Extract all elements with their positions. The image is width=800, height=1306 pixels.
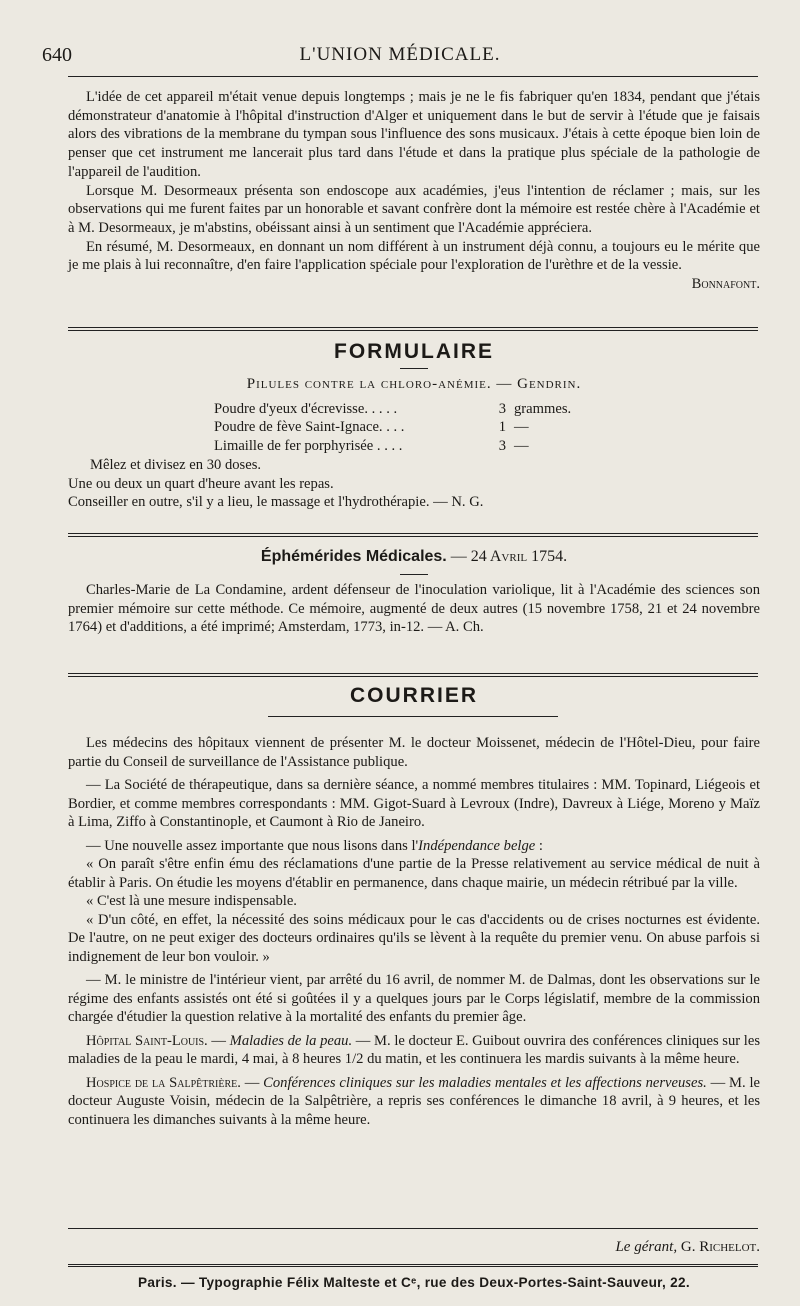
- intro-paragraph-3: [68, 238, 760, 293]
- formulaire-section: [68, 366, 760, 512]
- hospital-name: Hôpital Saint-Louis.: [86, 1032, 208, 1049]
- ingredient-qty: 3: [498, 400, 506, 417]
- journal-page: [40, 0, 760, 1306]
- courrier-paragraph-3: [68, 837, 760, 856]
- gerant-rule: [68, 1228, 758, 1229]
- page-header: [40, 44, 760, 74]
- header-rule: [68, 76, 758, 77]
- ingredient-row: [214, 400, 760, 419]
- section-rule: [68, 533, 758, 537]
- courrier-paragraph-4: — M. le ministre de l'intérieur vient, par arrêté du 16 avril, de nommer M. de Dalmas, dont les observations sur le régime des enfants assistés ont été si goûtées il y a quelques jours par le Corps législatif, membre de la commission chargée d'étudier la question relative à la mortalité des enfants du premier âge.: [68, 972, 760, 1025]
- courrier-paragraph-6-text: — M. le docteur Auguste Voisin, médecin de la Salpêtrière, a repris ses conférences le dimanche 18 avril, à 9 heures, et les continuera les dimanches suivants à la même heure.: [68, 1074, 761, 1128]
- dash: —: [240, 1074, 264, 1091]
- courrier-paragraph-2: — La Société de thérapeutique, dans sa dernière séance, a nommé membres titulaires : MM. Topinard, Liégeois et Bordier, et comme membres correspondants : MM. Gigot-Suard à Levroux (Indre), Davreux à Liége, Moreno y Maïz à Lima, Ziffo à Constantinople, et Caumont à Rio de Janeiro.: [68, 777, 760, 830]
- courrier-paragraph-5-text: — M. le docteur E. Guibout ouvrira des conférences cliniques sur les maladies de la peau le mardi, 4 mai, à 8 heures 1/2 du matin, et les continuera les mardis suivants à la même heure.: [68, 1032, 761, 1067]
- quote-3: « D'un côté, en effet, la nécessité des soins médicaux pour le cas d'accidents ou de crises nocturnes est évidente. De l'autre, on ne peut exiger des docteurs ordinaires qu'ils se lèvent à la requête du premier venu. On abuse parfois si indignement de leur bon vouloir. »: [68, 911, 760, 965]
- intro-section: [68, 88, 760, 294]
- ingredient-qty: 3: [498, 438, 506, 455]
- quote-1: « On paraît s'être enfin ému des réclamations d'une partie de la Presse relativement au service médical de nuit à établir à Paris. On étudie les moyens d'établir en permanence, dans chaque mairie, un médecin rétribué par la ville.: [68, 856, 760, 891]
- intro-paragraph-1: L'idée de cet appareil m'était venue depuis longtemps ; mais je ne le fis fabriquer qu'en 1834, pendant que j'étais démonstrateur d'anatomie à l'hôpital d'instruction d'Alger et uniquement dans le but de servir à l'étude que je faisais alors des vibrations de la membrane du tympan sous l'influence des sons musicaux. J'étais à cette époque bien loin de penser que cet instrument me lancerait plus tard dans l'étude et dans la pratique plus spéciale de la pathologie de l'appareil de l'audition.: [68, 89, 760, 180]
- ephemerides-title: Éphémérides Médicales.: [260, 548, 447, 565]
- recipe-title: Pilules contre la chloro-anémie. — Gendrin.: [246, 376, 582, 392]
- courrier-paragraph-6: [68, 1074, 760, 1130]
- instruction-mix: Mêlez et divisez en 30 doses.: [90, 456, 262, 473]
- courrier-paragraph-5: [68, 1032, 760, 1069]
- gerant-label: Le gérant,: [615, 1239, 678, 1255]
- ephemerides-section: [68, 572, 760, 637]
- ingredient-unit: —: [514, 419, 529, 436]
- title-separator: [400, 368, 428, 369]
- ingredient-row: [214, 437, 760, 456]
- signature: Bonnafont.: [691, 276, 760, 293]
- course-title: Conférences cliniques sur les maladies mentales et les affections nerveuses.: [263, 1074, 707, 1091]
- newspaper-name: Indépendance belge: [418, 837, 536, 854]
- courrier-paragraph-3-end: :: [535, 837, 543, 854]
- formulaire-title: FORMULAIRE: [334, 340, 494, 363]
- section-rule: [68, 673, 758, 677]
- ephemerides-heading: [68, 548, 760, 567]
- ingredient-row: [214, 418, 760, 437]
- ephemerides-text: Charles-Marie de La Condamine, ardent défenseur de l'inoculation variolique, lit à l'Académie des sciences son premier mémoire sur cette méthode. Ce mémoire, augmenté de deux autres (15 novembre 1758, 21 et 24 novembre 1764) et d'additions, a été imprimé; Amsterdam, 1773, in-12. — A. Ch.: [68, 582, 760, 636]
- title-underline: [268, 716, 558, 717]
- course-title: Maladies de la peau.: [229, 1032, 353, 1049]
- ingredient-name: Limaille de fer porphyrisée . . . .: [214, 438, 403, 455]
- running-title: L'UNION MÉDICALE.: [299, 44, 501, 65]
- courrier-title: COURRIER: [349, 684, 478, 707]
- gerant-line: [68, 1238, 760, 1257]
- ingredient-unit: grammes.: [514, 400, 572, 417]
- ingredient-unit: —: [514, 438, 529, 455]
- instruction-dose: Une ou deux un quart d'heure avant les repas.: [68, 475, 334, 492]
- ephemerides-date: — 24 Avril 1754.: [450, 548, 568, 565]
- page-number: 640: [42, 44, 72, 66]
- section-rule: [68, 327, 758, 331]
- gerant-name: G. Richelot.: [680, 1239, 760, 1255]
- hospice-name: Hospice de la Salpêtrière.: [86, 1074, 241, 1091]
- courrier-paragraph-1: Les médecins des hôpitaux viennent de présenter M. le docteur Moissenet, médecin de l'Hôtel-Dieu, pour faire partie du Conseil de surveillance de l'Assistance publique.: [68, 735, 760, 770]
- title-separator: [400, 574, 428, 575]
- courrier-paragraph-3-text: — Une nouvelle assez importante que nous lisons dans l': [86, 837, 419, 854]
- printer-imprint: Paris. — Typographie Félix Malteste et Cᵉ, rue des Deux-Portes-Saint-Sauveur, 22.: [138, 1275, 690, 1290]
- dash: —: [207, 1032, 230, 1049]
- quote-2: « C'est là une mesure indispensable.: [86, 893, 297, 909]
- intro-paragraph-3-text: En résumé, M. Desormeaux, en donnant un nom différent à un instrument déjà connu, a toujours eu le mérite que je me plais à lui reconnaître, d'en faire l'application spéciale pour l'exploration de l'urèthre et de la vessie.: [68, 238, 760, 274]
- intro-paragraph-2: Lorsque M. Desormeaux présenta son endoscope aux académies, j'eus l'intention de réclamer ; mais, sur les observations qui me furent faites par un honorable et savant confrère dont la mémoire est restée chère à l'Académie et à M. Desormeaux, je m'abstins, obéissant ainsi à un sentiment que l'Académie appréciera.: [68, 182, 760, 236]
- ingredient-name: Poudre d'yeux d'écrevisse. . . . .: [214, 400, 398, 417]
- instruction-advice: Conseiller en outre, s'il y a lieu, le massage et l'hydrothérapie. — N. G.: [68, 494, 484, 511]
- ingredient-list: [214, 400, 760, 456]
- ingredient-qty: 1: [498, 419, 506, 436]
- ingredient-name: Poudre de fève Saint-Ignace. . . .: [214, 419, 405, 436]
- courrier-section: [68, 734, 760, 1129]
- footer-rule: [68, 1264, 758, 1267]
